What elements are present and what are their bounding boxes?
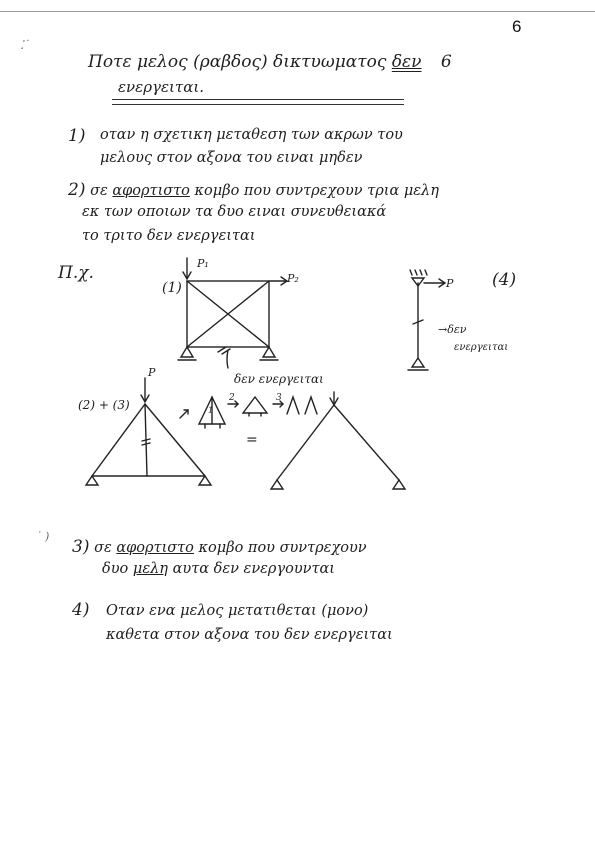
rule-3-number: 3)	[72, 537, 90, 557]
rule-3-line-2-post: αυτα δεν ενεργουνται	[172, 561, 335, 577]
rule-3-post: κομβο που συντρεχουν	[198, 540, 367, 556]
case-1-label: (1)	[162, 280, 182, 296]
rule-3-line-1	[72, 537, 367, 557]
rule-2-line-2: εκ των οποιων τα δυο ειναι συνευθειακά	[82, 204, 387, 220]
rule-2-line-3: το τριτο δεν ενεργειται	[82, 228, 256, 244]
equals-sign: =	[246, 432, 258, 448]
rule-3-line-2	[102, 561, 335, 577]
square-truss	[187, 281, 269, 354]
margin-marks: ⁚˙	[20, 38, 30, 52]
title-text: Ποτε μελος (ραβδος) δικτυωματος	[88, 52, 387, 72]
load-p1-label: P₁	[197, 257, 209, 270]
step-3-label: 3	[276, 393, 282, 403]
rule-2-underlined: αφορτιστο	[112, 183, 190, 199]
case-4-label: (4)	[492, 270, 517, 290]
right-support-1	[260, 347, 278, 360]
zero-member-note: δεν ενεργειται	[234, 372, 324, 386]
load-p-case23-label: P	[148, 366, 156, 379]
small-arrow-step-2	[228, 401, 238, 407]
case-23-load-arrow	[141, 378, 149, 402]
reduced-truss-load-arrow	[330, 392, 338, 405]
p2-arrow	[270, 277, 287, 285]
rule-1-line-2: μελους στον αξονα του ειναι μηδεν	[100, 150, 363, 166]
page-number: 6	[512, 17, 522, 36]
left-support-1	[178, 347, 196, 360]
step-2-label: 2	[229, 393, 235, 403]
small-sketch-a	[180, 397, 225, 428]
rule-4-line-1: Οταν ενα μελος μετατιθεται (μονο)	[106, 603, 369, 619]
step-1-label: 1	[208, 406, 214, 415]
rule-1-number: 1)	[68, 126, 86, 146]
rule-4-number: 4)	[72, 600, 90, 620]
reduced-truss	[271, 405, 405, 489]
p1-arrow	[183, 258, 191, 279]
case-4-note-line-2: ενεργειται	[454, 342, 509, 353]
margin-mark-bottom: ˙ )	[36, 530, 50, 543]
title-underlined-word: δεν	[391, 52, 422, 72]
small-sketch-c	[287, 397, 317, 414]
rule-3-underlined: αφορτιστο	[116, 540, 194, 556]
rule-2-post: κομβο που συντρεχουν τρια μελη	[194, 183, 439, 199]
rule-2-number: 2)	[68, 180, 86, 200]
case-2-3-label: (2) + (3)	[78, 398, 130, 412]
example-label: Π.χ.	[58, 263, 94, 283]
load-p2-label: P₂	[287, 272, 299, 285]
rule-3-pre: σε	[94, 540, 112, 556]
rule-4-line-2: καθετα στον αξονα του δεν ενεργειται	[106, 627, 393, 643]
case-4-note-line-1: →δεν	[438, 323, 467, 336]
zero-member-pointer	[227, 350, 228, 368]
case-4-note-word: δεν	[447, 323, 467, 336]
large-triangle-truss	[86, 404, 214, 485]
small-arrow-step-3	[273, 401, 283, 407]
load-p-case4-label: P	[446, 277, 454, 290]
case-4-load-arrow	[424, 279, 445, 287]
rule-3-line-2-pre: δυο	[102, 561, 129, 577]
vertical-bar	[408, 270, 428, 370]
rule-2-pre: σε	[90, 183, 108, 199]
rule-1-line-1: οταν η σχετικη μεταθεση των ακρων του	[100, 127, 403, 143]
title-number: 6	[440, 52, 452, 72]
small-sketch-b	[243, 397, 267, 416]
title-line-2: ενεργειται.	[118, 78, 205, 96]
rule-3-line-2-underlined: μελη	[132, 561, 168, 577]
